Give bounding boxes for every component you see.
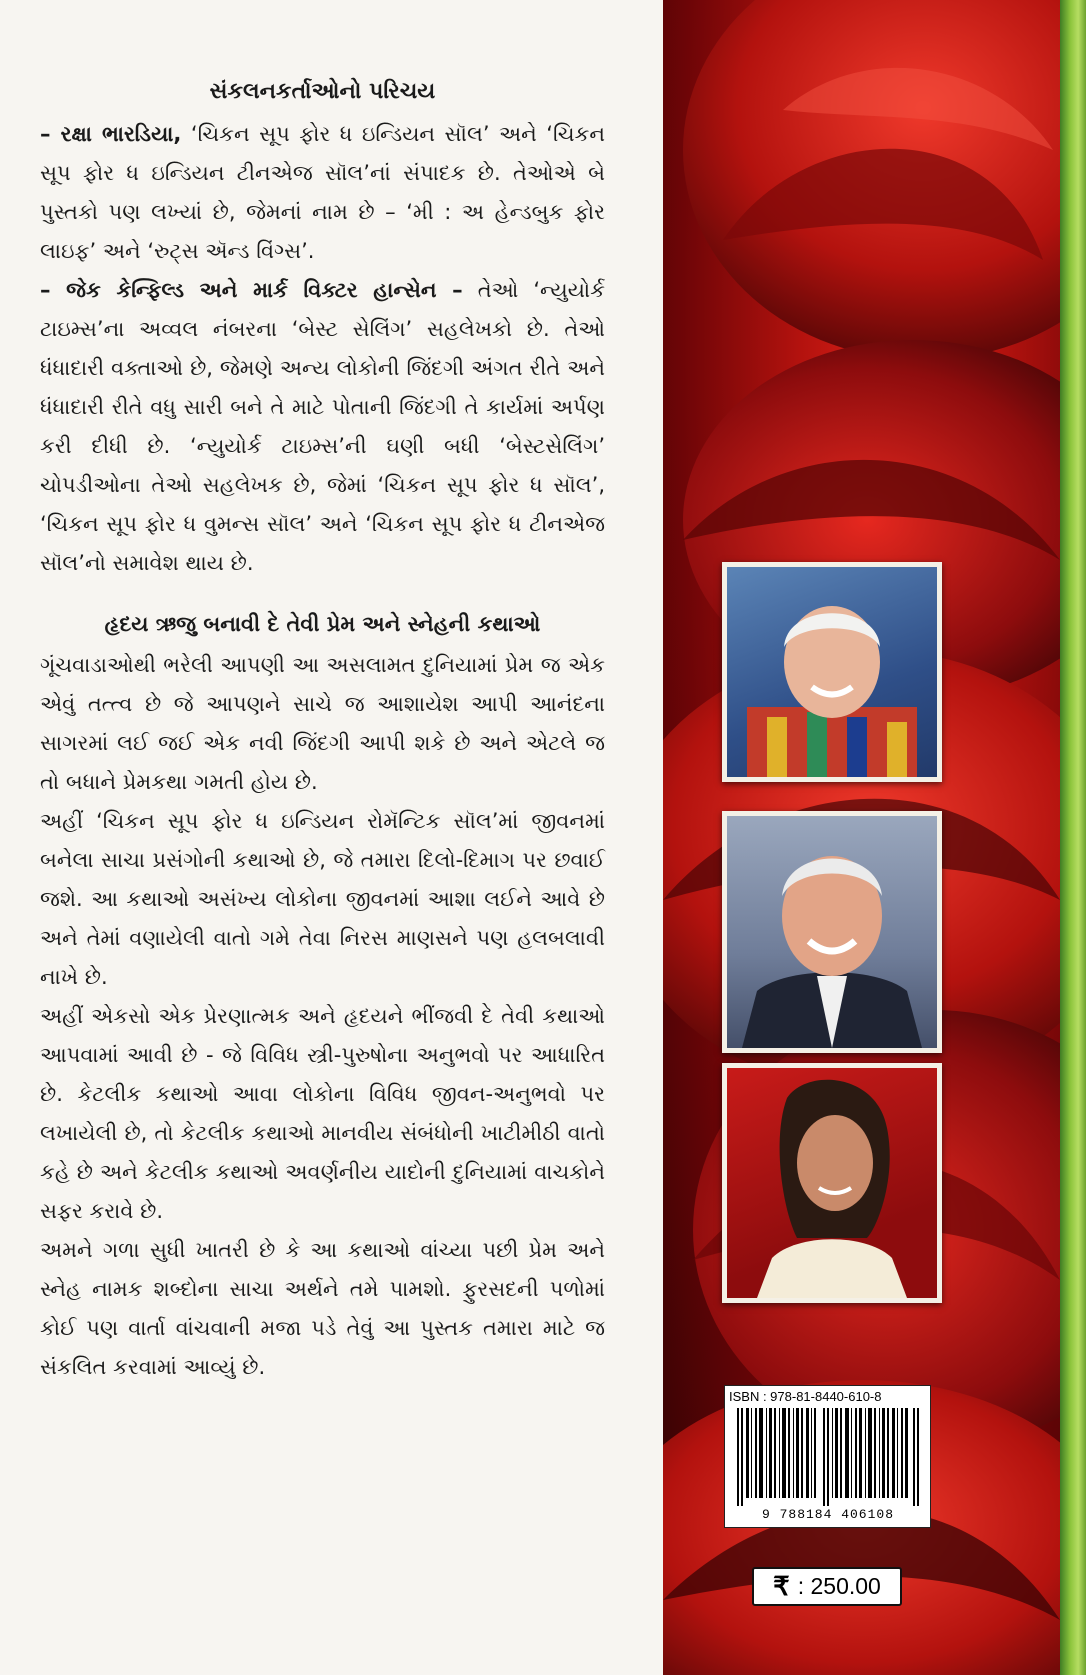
- compiler-bio-1: [40, 115, 605, 271]
- spine-green-edge: [1060, 0, 1086, 1675]
- author-photo-2: [722, 811, 942, 1053]
- compiler-bio-1-text: ‘ચિકન સૂપ ફોર ધ ઇન્ડિયન સૉલ’ અને ‘ચિકન સૂપ ફોર ધ ઇન્ડિયન ટીનએજ સૉલ’નાં સંપાદક છે. તેઓએ બે પુસ્તકો પણ લખ્યાં છે, જેમનાં નામ છે – ‘મી : અ હેન્ડબુક ફોર લાઇફ’ અને ‘રુટ્સ ઍન્ડ વિંગ્સ’.: [40, 122, 605, 263]
- price-tag: [752, 1567, 902, 1606]
- barcode-bars: [737, 1408, 919, 1506]
- compiler-name-2: – જેક કેન્ફિલ્ડ અને માર્ક વિક્ટર હાન્સેન –: [40, 278, 463, 302]
- isbn-label: ISBN : 978-81-8440-610-8: [729, 1389, 882, 1404]
- blurb-text: [40, 72, 605, 1387]
- author-photo-3: [722, 1063, 942, 1303]
- heading-stories: હૃદય ઋજુ બનાવી દે તેવી પ્રેમ અને સ્નેહની કથાઓ: [104, 612, 541, 636]
- heading-compilers: સંકલનકર્તાઓનો પરિચય: [209, 79, 436, 104]
- author-photo-1: [722, 562, 942, 782]
- blurb-paragraph-3: અહીં એકસો એક પ્રેરણાત્મક અને હૃદયને ભીંજવી દે તેવી કથાઓ આપવામાં આવી છે - જે વિવિધ સ્ત્રી-પુરુષોના અનુભવો પર આધારિત છે. કેટલીક કથાઓ આવા લોકોના વિવિધ જીવન-અનુભવો પર લખાયેલી છે, તો કેટલીક કથાઓ માનવીય સંબંધોની ખાટીમીઠી વાતો કહે છે અને કેટલીક કથાઓ અવર્ણનીય યાદોની દુનિયામાં વાચકોને સફર કરાવે છે.: [40, 1004, 605, 1223]
- rupee-icon: ₹: [773, 1571, 790, 1601]
- compiler-name-1: – રક્ષા ભારડિયા,: [40, 122, 182, 146]
- barcode-digits: 9 788184 406108: [761, 1507, 895, 1522]
- portrait-man-suit: [727, 816, 937, 1048]
- compiler-bio-2-text: તેઓ ‘ન્યુયોર્ક ટાઇમ્સ’ના અવ્વલ નંબરના ‘બેસ્ટ સેલિંગ’ સહલેખકો છે. તેઓ ધંધાદારી વક્તાઓ છે, જેમણે અન્ય લોકોની જિંદગી અંગત રીતે અને ધંધાદારી રીતે વધુ સારી બને તે માટે પોતાની જિંદગી તે કાર્યમાં અર્પણ કરી દીધી છે. ‘ન્યુયોર્ક ટાઇમ્સ’ની ઘણી બધી ‘બેસ્ટસેલિંગ’ ચોપડીઓના તેઓ સહલેખક છે, જેમાં ‘ચિકન સૂપ ફોર ધ સૉલ’, ‘ચિકન સૂપ ફોર ધ વુમન્સ સૉલ’ અને ‘ચિકન સૂપ ફોર ધ ટીનએજ સૉલ’નો સમાવેશ થાય છે.: [40, 278, 605, 575]
- blurb-paragraph-1: ગૂંચવાડાઓથી ભરેલી આપણી આ અસલામત દુનિયામાં પ્રેમ જ એક એવું તત્ત્વ છે જે આપણને સાચે જ આશાયેશ આપી આનંદના સાગરમાં લઈ જઈ એક નવી જિંદગી આપી શકે છે અને એટલે જ તો બધાને પ્રેમકથા ગમતી હોય છે.: [40, 653, 605, 794]
- blurb-paragraph-2: અહીં ‘ચિકન સૂપ ફોર ધ ઇન્ડિયન રોમૅન્ટિક સૉલ’માં જીવનમાં બનેલા સાચા પ્રસંગોની કથાઓ છે, જે તમારા દિલો-દિમાગ પર છવાઈ જશે. આ કથાઓ અસંખ્ય લોકોના જીવનમાં આશા લઈને આવે છે અને તેમાં વણાયેલી વાતો ગમે તેવા નિરસ માણસને પણ હલબલાવી નાખે છે.: [40, 809, 605, 989]
- blurb-paragraph-4: અમને ગળા સુધી ખાતરી છે કે આ કથાઓ વાંચ્યા પછી પ્રેમ અને સ્નેહ નામક શબ્દોના સાચા અર્થને તમે પામશો. ફુરસદની પળોમાં કોઈ પણ વાર્તા વાંચવાની મજા પડે તેવું આ પુસ્તક તમારા માટે જ સંકલિત કરવામાં આવ્યું છે.: [40, 1238, 605, 1379]
- price-value: : 250.00: [797, 1573, 881, 1599]
- portrait-man-white-hair: [727, 567, 937, 777]
- isbn-barcode: [724, 1385, 931, 1528]
- compiler-bio-2: [40, 271, 605, 583]
- portrait-woman: [727, 1068, 937, 1298]
